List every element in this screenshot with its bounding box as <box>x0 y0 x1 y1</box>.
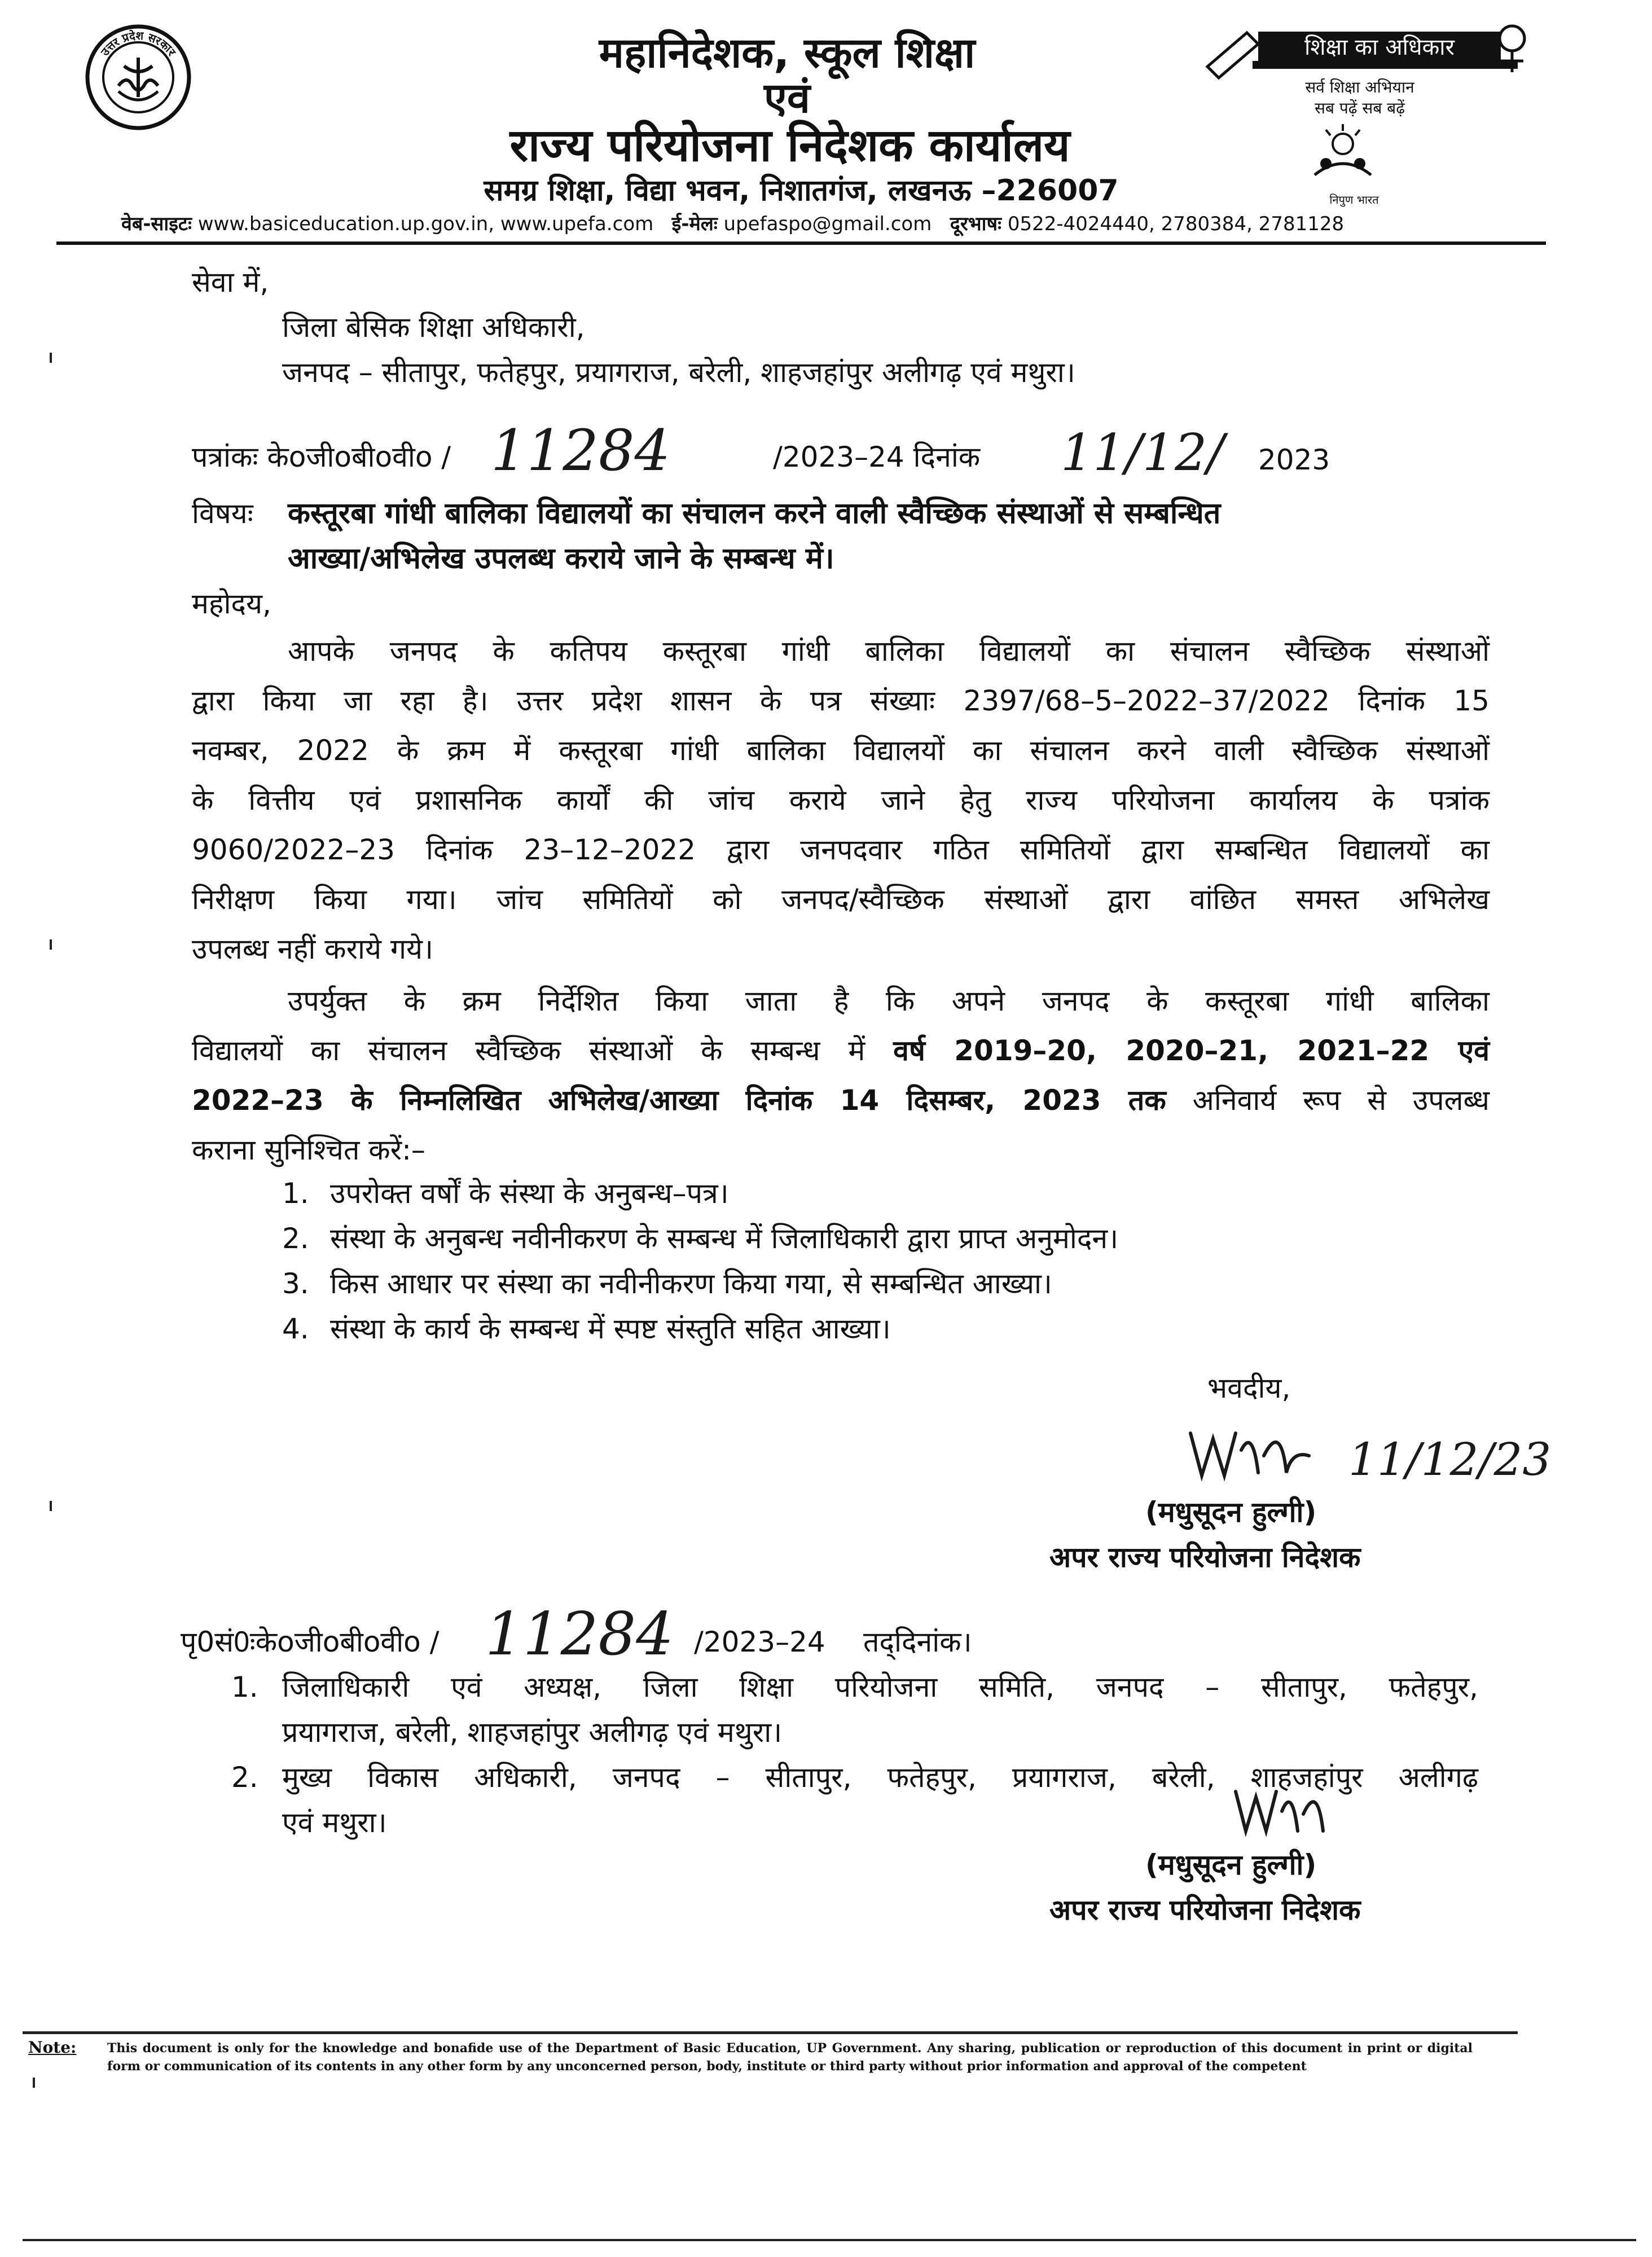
copy-signatory-designation: अपर राज्य परियोजना निदेशक <box>1049 1894 1361 1926</box>
list-item-text: संस्था के अनुबन्ध नवीनीकरण के सम्बन्ध में जिलाधिकारी द्वारा प्राप्त अनुमोदन। <box>330 1222 1119 1255</box>
signatory-designation: अपर राज्य परियोजना निदेशक <box>1049 1541 1361 1574</box>
department-title-line1: महानिदेशक, स्कूल शिक्षा <box>599 29 976 77</box>
copy-ref-label: पृ0सं0ःकेoजीoबीoवीo / <box>181 1626 440 1658</box>
note-text: This document is only for the knowledge and bonafide use of the Department of Basic Education, UP Government. Any sharing, publication or reproduction of this document in print or digital form or communication of its contents in any other form by any unconcerned person, body, institute or third party without prior information and approval of the competent <box>107 2041 1473 2074</box>
greeting: महोदय, <box>192 587 271 620</box>
rte-badge: शिक्षा का अधिकार <box>1258 32 1501 63</box>
salutation: सेवा में, <box>192 266 269 298</box>
ref-date-year: 2023 <box>1258 444 1330 476</box>
ref-label: पत्रांकः केoजीoबीoवीo / <box>192 441 451 473</box>
paragraph-1 <box>192 626 1490 974</box>
addressee-line1: जिला बेसिक शिक्षा अधिकारी, <box>282 311 585 344</box>
paragraph-2-line2-plain: विद्यालयों का संचालन स्वैच्छिक संस्थाओं के सम्बन्ध में <box>192 1034 865 1067</box>
ssa-title: सर्व शिक्षा अभियान <box>1305 78 1414 96</box>
copy-ref-date: तद्‌दिनांक। <box>863 1626 972 1658</box>
email: upefaspo@gmail.com <box>723 213 932 235</box>
copy-item-number: 2. <box>231 1761 258 1794</box>
paragraph-2 <box>192 976 1490 1175</box>
list-item-text: संस्था के कार्य के सम्बन्ध में स्पष्ट संस्तुति सहित आख्या। <box>330 1312 891 1345</box>
paragraph-1-line: आपके जनपद के कतिपय कस्तूरबा गांधी बालिका विद्यालयों का संचालन स्वैच्छिक संस्थाओं <box>288 635 1490 668</box>
government-seal-logo <box>85 24 192 131</box>
subject-line1: कस्तूरबा गांधी बालिका विद्यालयों का संचालन करने वाली स्वैच्छिक संस्थाओं से सम्बन्धित <box>288 497 1221 530</box>
paragraph-2-line4: कराना सुनिश्चित करें:– <box>192 1134 425 1166</box>
signature-date-handwritten: 11/12/23 <box>1348 1433 1552 1486</box>
paragraph-2-line2-bold: वर्ष 2019–20, 2020–21, 2021–22 एवं <box>893 1034 1490 1067</box>
copy-item-number: 1. <box>231 1671 258 1703</box>
note-label: Note: <box>28 2038 77 2057</box>
paragraph-1-line: 9060/2022–23 दिनांक 23–12–2022 द्वारा जनपदवार गठित समितियों द्वारा सम्बन्धित विद्यालयों का <box>192 833 1490 866</box>
copy-item-line: जिलाधिकारी एवं अध्यक्ष, जिला शिक्षा परियोजना समिति, जनपद – सीतापुर, फतेहपुर, <box>282 1671 1478 1703</box>
copy-signatory-name: (मधुसूदन हुल्गी) <box>1145 1848 1317 1881</box>
ref-year: /2023–24 दिनांक <box>773 441 981 473</box>
paragraph-2-line3-bold: 2022–23 के निम्नलिखित अभिलेख/आख्या दिनांक 14 दिसम्बर, 2023 तक <box>192 1084 1166 1117</box>
paragraph-1-line: के वित्तीय एवं प्रशासनिक कार्यों की जांच कराये जाने हेतु राज्य परियोजना कार्यालय के पत्रांक <box>192 784 1490 816</box>
header-rule <box>56 241 1546 245</box>
subject-label: विषयः <box>192 497 253 530</box>
paragraph-1-line: निरीक्षण किया गया। जांच समितियों को जनपद/स्वैच्छिक संस्थाओं द्वारा वांछित समस्त अभिलेख <box>192 883 1490 916</box>
signature <box>1185 1416 1332 1484</box>
copy-ref-number-handwritten: 11284 <box>485 1600 674 1668</box>
copy-item-line: एवं मथुरा। <box>282 1806 387 1839</box>
contact-bar <box>121 210 1487 236</box>
bottom-rule <box>23 2239 1636 2241</box>
margin-mark <box>50 353 52 363</box>
copy-item-line: प्रयागराज, बरेली, शाहजहांपुर अलीगढ़ एवं मथुरा। <box>282 1716 783 1749</box>
margin-mark <box>33 2078 35 2088</box>
website: www.basiceducation.up.gov.in, www.upefa.com <box>197 213 654 235</box>
office-address: समग्र शिक्षा, विद्या भवन, निशातगंज, लखनऊ –226007 <box>484 174 1119 208</box>
copy-ref-year: /2023–24 <box>694 1626 825 1658</box>
email-label: ई-मेलः <box>671 213 718 235</box>
list-item-number: 4. <box>282 1312 309 1345</box>
nipun-bharat-text: निपुण भारत <box>1329 193 1379 207</box>
svg-text:उत्तर प्रदेश सरकार: उत्तर प्रदेश सरकार <box>98 28 179 59</box>
list-item-text: उपरोक्त वर्षों के संस्था के अनुबन्ध–पत्र। <box>330 1177 729 1210</box>
closing: भवदीय, <box>1207 1372 1291 1404</box>
addressee-line2: जनपद – सीतापुर, फतेहपुर, प्रयागराज, बरेली, शाहजहांपुर अलीगढ़ एवं मथुरा। <box>282 356 1075 389</box>
ssa-slogan: सब पढ़ें सब बढ़ें <box>1315 99 1405 117</box>
signatory-name: (मधुसूदन हुल्गी) <box>1145 1496 1317 1529</box>
paragraph-1-line: नवम्बर, 2022 के क्रम में कस्तूरबा गांधी बालिका विद्यालयों का संचालन करने वाली स्वैच्छिक संस्थाओं <box>192 734 1490 767</box>
list-item-number: 3. <box>282 1267 309 1300</box>
ref-number-handwritten: 11284 <box>491 418 671 484</box>
margin-mark <box>50 939 52 950</box>
paragraph-1-line: उपलब्ध नहीं कराये गये। <box>192 933 433 965</box>
margin-mark <box>50 1501 52 1511</box>
ref-date-handwritten: 11/12/ <box>1061 423 1224 482</box>
paragraph-2-line3 <box>192 1075 1490 1125</box>
copy-signature <box>1230 1777 1343 1839</box>
department-title-line2: एवं <box>763 74 811 122</box>
department-title-line3: राज्य परियोजना निदेशक कार्यालय <box>509 119 1070 172</box>
paragraph-2-line1: उपर्युक्त के क्रम निर्देशित किया जाता है कि अपने जनपद के कस्तूरबा गांधी बालिका <box>288 985 1490 1017</box>
nipun-bharat-logo <box>1281 118 1405 186</box>
list-item-text: किस आधार पर संस्था का नवीनीकरण किया गया, से सम्बन्धित आख्या। <box>330 1267 1052 1300</box>
website-label: वेब-साइटः <box>121 213 192 235</box>
paragraph-2-line2 <box>192 1026 1490 1075</box>
list-item-number: 1. <box>282 1177 309 1210</box>
phone-label: दूरभाषः <box>950 213 1001 235</box>
paragraph-1-line: द्वारा किया जा रहा है। उत्तर प्रदेश शासन के पत्र संख्याः 2397/68–5–2022–37/2022 दिनांक 15 <box>192 684 1490 717</box>
copy-item <box>282 1665 1478 1755</box>
footer-rule <box>23 2031 1518 2034</box>
phone: 0522-4024440, 2780384, 2781128 <box>1007 213 1345 235</box>
copy-item-line: मुख्य विकास अधिकारी, जनपद – सीतापुर, फतेहपुर, प्रयागराज, बरेली, शाहजहांपुर अलीगढ़ <box>282 1761 1478 1794</box>
list-item-number: 2. <box>282 1222 309 1255</box>
subject-line2: आख्या/अभिलेख उपलब्ध कराये जाने के सम्बन्ध में। <box>288 542 834 576</box>
paragraph-2-line3-plain: अनिवार्य रूप से उपलब्ध <box>1192 1084 1490 1117</box>
